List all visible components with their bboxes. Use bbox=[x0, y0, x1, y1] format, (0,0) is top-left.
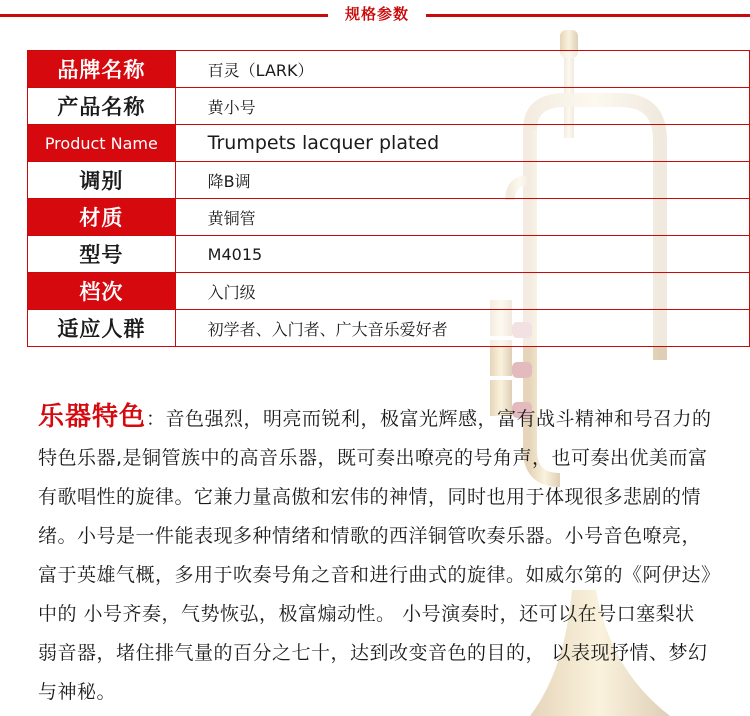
spec-value: 黄小号 bbox=[175, 88, 749, 125]
features-title: 乐器特色 bbox=[38, 402, 147, 432]
features-text: 音色强烈，明亮而锐利，极富光辉感，富有战斗精神和号召力的特色乐器,是铜管族中的高音乐器，既可奏出嘹亮的号角声，也可奏出优美而富有歌唱性的旋律。它兼力量高傲和宏伟的神情，同时也用于体现很多悲剧的情绪。小号是一件能表现多种情绪和情歌的西洋铜管吹奏乐器。小号音色嘹亮，富于英雄气概，多用于吹奏号角之音和进行曲式的旋律。如威尔第的《阿伊达》中的 小号齐奏，气势恢弘，极富煽动性。 小号演奏时，还可以在号口塞梨状弱音器，堵住排气量的百分之七十，达到改变音色的目的， 以表现抒情、梦幻与神秘。 bbox=[38, 408, 712, 703]
spec-table bbox=[27, 50, 750, 347]
section-header bbox=[0, 0, 750, 30]
header-divider-left bbox=[0, 14, 328, 17]
spec-label: 材质 bbox=[28, 199, 176, 236]
features-separator: ： bbox=[146, 408, 166, 430]
spec-label: 档次 bbox=[28, 273, 176, 310]
spec-row-key bbox=[28, 162, 750, 199]
spec-value: 百灵（LARK） bbox=[175, 51, 749, 88]
spec-row-material bbox=[28, 199, 750, 236]
spec-label: 适应人群 bbox=[28, 310, 176, 347]
spec-value: 初学者、入门者、广大音乐爱好者 bbox=[175, 310, 749, 347]
spec-row-product-name bbox=[28, 88, 750, 125]
spec-label: 品牌名称 bbox=[28, 51, 176, 88]
spec-row-model bbox=[28, 236, 750, 273]
header-divider-right bbox=[426, 14, 750, 17]
spec-label: Product Name bbox=[28, 125, 176, 162]
spec-value: M4015 bbox=[175, 236, 749, 273]
spec-row-audience bbox=[28, 310, 750, 347]
section-title: 规格参数 bbox=[344, 5, 409, 23]
spec-label: 型号 bbox=[28, 236, 176, 273]
spec-row-grade bbox=[28, 273, 750, 310]
features-section bbox=[38, 398, 714, 712]
spec-value: 降B调 bbox=[175, 162, 749, 199]
spec-label: 调别 bbox=[28, 162, 176, 199]
spec-row-brand bbox=[28, 51, 750, 88]
spec-label: 产品名称 bbox=[28, 88, 176, 125]
spec-value: Trumpets lacquer plated bbox=[175, 125, 749, 162]
spec-row-product-name-en bbox=[28, 125, 750, 162]
spec-value: 黄铜管 bbox=[175, 199, 749, 236]
spec-value: 入门级 bbox=[175, 273, 749, 310]
